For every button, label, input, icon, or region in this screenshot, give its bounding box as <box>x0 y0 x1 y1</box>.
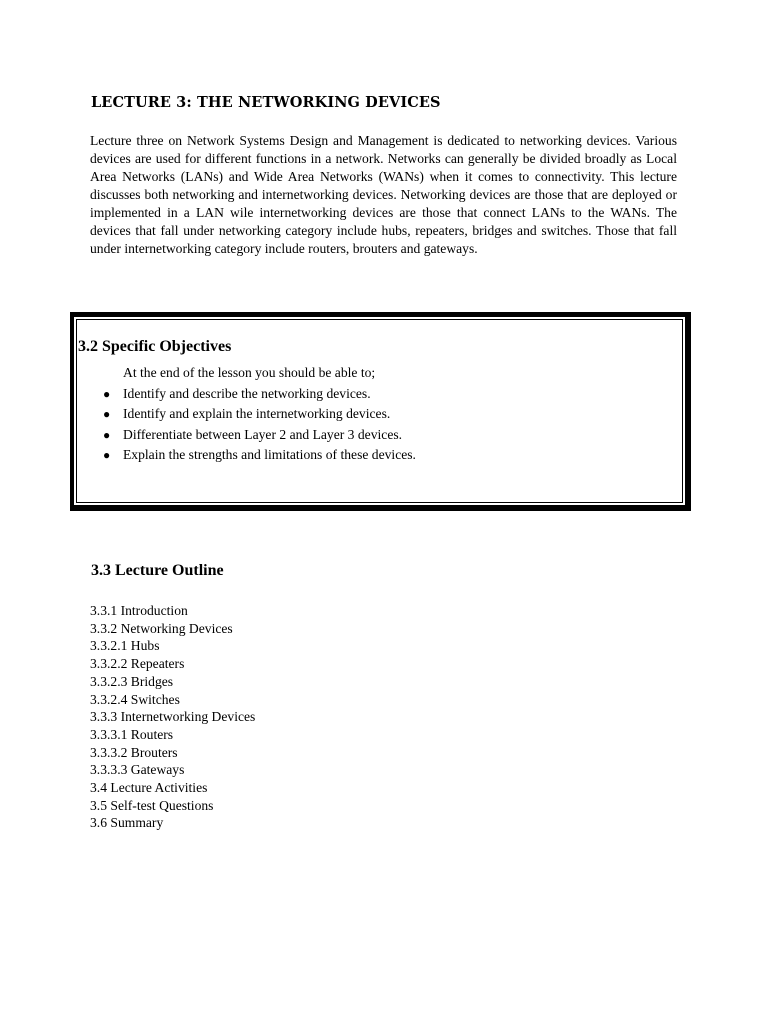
outline-item: 3.4 Lecture Activities <box>90 780 208 796</box>
outline-item: 3.3.2.1 Hubs <box>90 638 160 654</box>
objective-item <box>103 425 416 445</box>
objectives-lead: At the end of the lesson you should be able to; <box>123 365 376 380</box>
outline-item: 3.3.3.2 Brouters <box>90 744 178 760</box>
outline-item: 3.6 Summary <box>90 815 164 831</box>
objective-text: Explain the strengths and limitations of these devices. <box>123 446 416 462</box>
bullet-icon: ● <box>103 427 111 442</box>
outline-item: 3.3.2.4 Switches <box>90 691 180 707</box>
outline-item: 3.3.3 Internetworking Devices <box>90 709 256 725</box>
objectives-box <box>70 312 691 511</box>
outline-list <box>90 602 255 832</box>
outline-item: 3.3.2 Networking Devices <box>90 620 233 636</box>
bullet-icon: ● <box>103 387 111 401</box>
outline-heading: 3.3 Lecture Outline <box>91 562 224 579</box>
objectives-list <box>103 384 416 465</box>
outline-item: 3.3.2.2 Repeaters <box>90 656 185 672</box>
objective-item <box>103 445 416 465</box>
outline-item: 3.3.1 Introduction <box>90 603 188 618</box>
outline-item: 3.3.3.1 Routers <box>90 726 174 742</box>
lecture-title: LECTURE 3: THE NETWORKING DEVICES <box>91 94 441 111</box>
objectives-heading: 3.2 Specific Objectives <box>78 338 232 355</box>
outline-item: 3.3.2.3 Bridges <box>90 673 174 689</box>
bullet-icon: ● <box>103 407 111 422</box>
objective-text: Identify and explain the internetworking devices. <box>123 406 391 422</box>
outline-item: 3.3.3.3 Gateways <box>90 762 185 778</box>
bullet-icon: ● <box>103 447 111 462</box>
intro-paragraph: Lecture three on Network Systems Design and Management is dedicated to networking devices. Various devices are used for different functions in a network. Networks can generally be divided broadly as Local Area Networks (LANs) and Wide Area Networks (WANs) when it comes to connectivity. This lecture discusses both networking and internetworking devices. Networking devices are those that are deployed or implemented in a LAN wile internetworking devices are those that connect LANs to the WANs. The devices that fall under networking category include hubs, repeaters, bridges and switches. Those that fall under internetworking category include routers, brouters and gateways. <box>90 133 677 256</box>
outline-item: 3.5 Self-test Questions <box>90 797 214 813</box>
objective-text: Identify and describe the networking devices. <box>123 386 371 401</box>
objective-item <box>103 384 416 404</box>
objective-text: Differentiate between Layer 2 and Layer 3 devices. <box>123 426 403 442</box>
objective-item <box>103 404 416 424</box>
